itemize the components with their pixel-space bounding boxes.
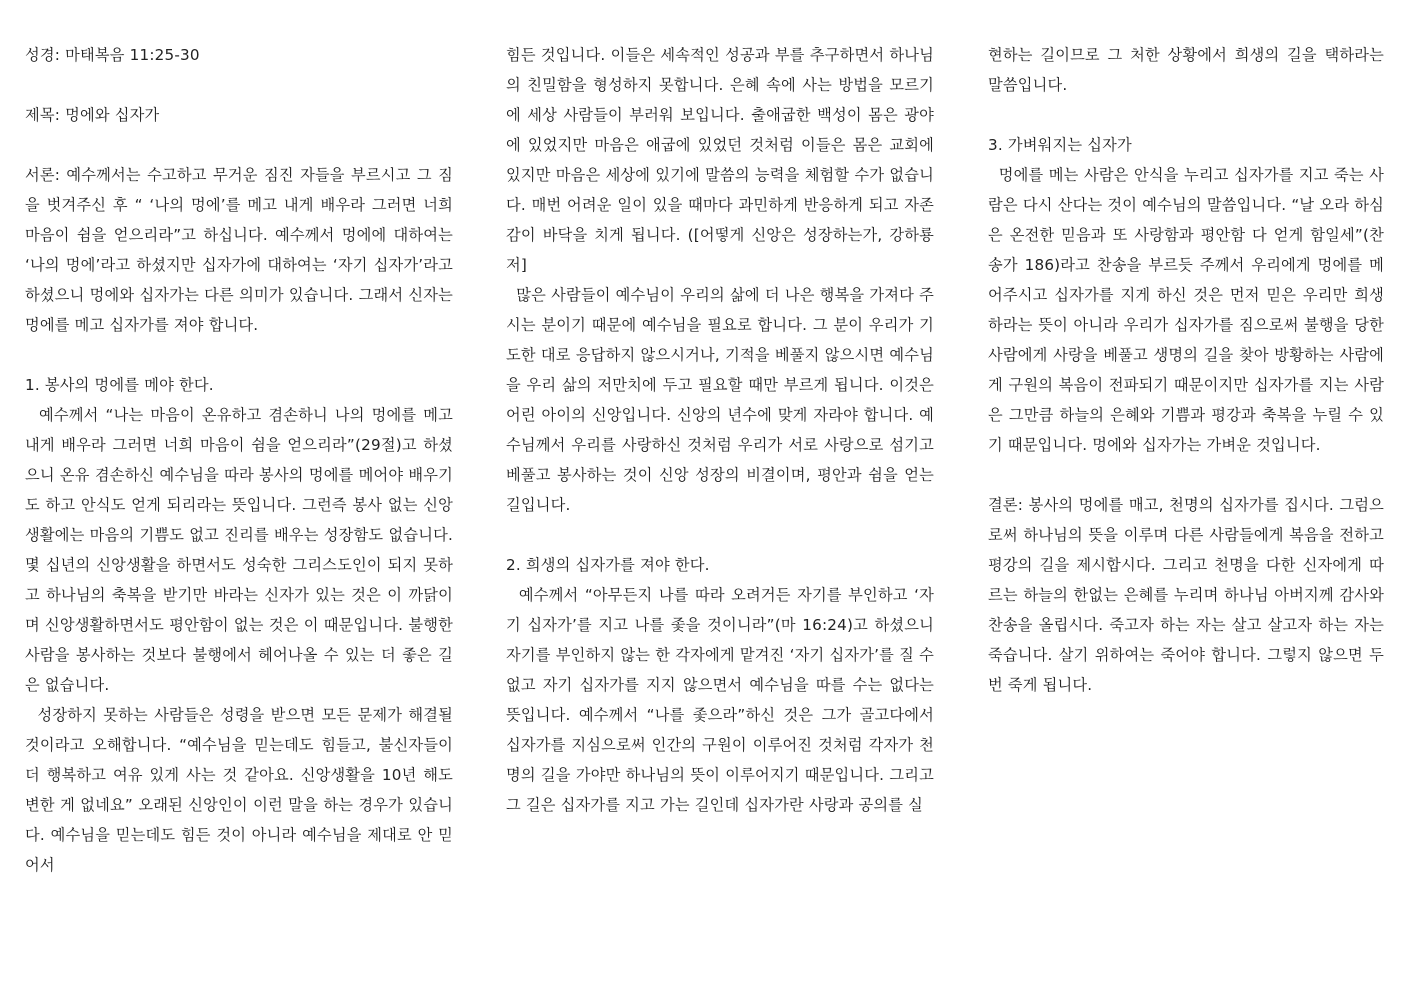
column-1 — [25, 40, 459, 880]
introduction-paragraph: 서론: 예수께서는 수고하고 무거운 짐진 자들을 부르시고 그 짐을 벗겨주신 후 “ ‘나의 멍에’를 메고 내게 배우라 그러면 너희 마음이 쉼을 얻으리라”고 하십니다. 예수께서 멍에에 대하여는 ‘나의 멍에’라고 하셨지만 십자가에 대하여는 ‘자기 십자가’라고 하셨으니 멍에와 십자가는 다른 의미가 있습니다. 그래서 신자는 멍에를 메고 십자가를 져야 합니다. — [25, 166, 459, 334]
section-1-paragraph-1: 예수께서 “나는 마음이 온유하고 겸손하니 나의 멍에를 메고 내게 배우라 그러면 너희 마음이 쉼을 얻으리라”(29절)고 하셨으니 온유 겸손하신 예수님을 따라 봉사의 멍에를 메어야 배우기도 하고 안식도 얻게 되리라는 뜻입니다. 그런즉 봉사 없는 신앙 생활에는 마음의 기쁨도 없고 진리를 배우는 성장함도 없습니다. 몇 십년의 신앙생활을 하면서도 성숙한 그리스도인이 되지 못하고 하나님의 축복을 받기만 바라는 신자가 있는 것은 이 까닭이며 신앙생활하면서도 평안함이 없는 것은 이 때문입니다. 불행한 사람을 봉사하는 것보다 불행에서 헤어나올 수 있는 더 좋은 길은 없습니다. — [25, 406, 459, 694]
section-2-paragraph: 예수께서 “아무든지 나를 따라 오려거든 자기를 부인하고 ‘자기 십자가’를 지고 나를 좇을 것이니라”(마 16:24)고 하셨으니 자기를 부인하지 않는 한 각자에게 맡겨진 ‘자기 십자가’를 질 수 없고 자기 십자가를 지지 않으면서 예수님을 따를 수는 없다는 뜻입니다. 예수께서 “나를 좇으라”하신 것은 그가 골고다에서 십자가를 지심으로써 인간의 구원이 이루어진 것처럼 각자가 천명의 길을 가야만 하나님의 뜻이 이루어지기 때문입니다. 그리고 그 길은 십자가를 지고 가는 길인데 십자가란 사랑과 공의를 실 — [506, 586, 940, 814]
column-2 — [506, 40, 940, 820]
sermon-title: 제목: 멍에와 십자가 — [25, 106, 160, 124]
section-2-paragraph-continued: 현하는 길이므로 그 처한 상황에서 희생의 길을 택하라는 말씀입니다. — [988, 46, 1390, 94]
section-1-paragraph-2: 성장하지 못하는 사람들은 성령을 받으면 모든 문제가 해결될 것이라고 오해합니다. “예수님을 믿는데도 힘들고, 불신자들이 더 행복하고 여유 있게 사는 것 같아요. 신앙생활을 10년 해도 변한 게 없네요” 오래된 신앙인이 이런 말을 하는 경우가 있습니다. 예수님을 믿는데도 힘든 것이 아니라 예수님을 제대로 안 믿어서 — [25, 706, 459, 874]
section-3-heading: 3. 가벼워지는 십자가 — [988, 136, 1132, 154]
section-1-paragraph-2-continued: 힘든 것입니다. 이들은 세속적인 성공과 부를 추구하면서 하나님의 친밀함을 형성하지 못합니다. 은혜 속에 사는 방법을 모르기에 세상 사람들이 부러워 보입니다. 출애굽한 백성이 몸은 광야에 있었지만 마음은 애굽에 있었던 것처럼 이들은 몸은 교회에 있지만 마음은 세상에 있기에 말씀의 능력을 체험할 수가 없습니다. 매번 어려운 일이 있을 때마다 과민하게 반응하게 되고 자존감이 바닥을 치게 됩니다. ([어떻게 신앙은 성장하는가, 강하룡 저] — [506, 46, 940, 274]
conclusion-paragraph: 결론: 봉사의 멍에를 매고, 천명의 십자가를 집시다. 그럼으로써 하나님의 뜻을 이루며 다른 사람들에게 복음을 전하고 평강의 길을 제시합시다. 그리고 천명을 다한 신자에게 따르는 하늘의 한없는 은혜를 누리며 하나님 아버지께 감사와 찬송을 올립시다. 죽고자 하는 자는 살고 살고자 하는 자는 죽습니다. 살기 위하여는 죽어야 합니다. 그렇지 않으면 두 번 죽게 됩니다. — [988, 496, 1390, 694]
scripture-reference: 성경: 마태복음 11:25-30 — [25, 46, 200, 64]
column-3 — [988, 40, 1390, 700]
section-1-heading: 1. 봉사의 멍에를 메야 한다. — [25, 376, 214, 394]
section-1-paragraph-3: 많은 사람들이 예수님이 우리의 삶에 더 나은 행복을 가져다 주시는 분이기 때문에 예수님을 필요로 합니다. 그 분이 우리가 기도한 대로 응답하지 않으시거나, 기적을 베풀지 않으시면 예수님을 우리 삶의 저만치에 두고 필요할 때만 부르게 됩니다. 이것은 어린 아이의 신앙입니다. 신앙의 년수에 맞게 자라야 합니다. 예수님께서 우리를 사랑하신 것처럼 우리가 서로 사랑으로 섬기고 베풀고 봉사하는 것이 신앙 성장의 비결이며, 평안과 쉼을 얻는 길입니다. — [506, 286, 940, 514]
section-2-heading: 2. 희생의 십자가를 져야 한다. — [506, 556, 710, 574]
section-3-paragraph: 멍에를 메는 사람은 안식을 누리고 십자가를 지고 죽는 사람은 다시 산다는 것이 예수님의 말씀입니다. “날 오라 하심은 온전한 믿음과 또 사랑함과 평안함 다 얻게 함일세”(찬송가 186)라고 찬송을 부르듯 주께서 우리에게 멍에를 메어주시고 십자가를 지게 하신 것은 먼저 믿은 우리만 희생하라는 뜻이 아니라 우리가 십자가를 짐으로써 불행을 당한 사람에게 사랑을 베풀고 생명의 길을 찾아 방황하는 사람에게 구원의 복음이 전파되기 때문이지만 십자가를 지는 사람은 그만큼 하늘의 은혜와 기쁨과 평강과 축복을 누릴 수 있기 때문입니다. 멍에와 십자가는 가벼운 것입니다. — [988, 166, 1390, 454]
